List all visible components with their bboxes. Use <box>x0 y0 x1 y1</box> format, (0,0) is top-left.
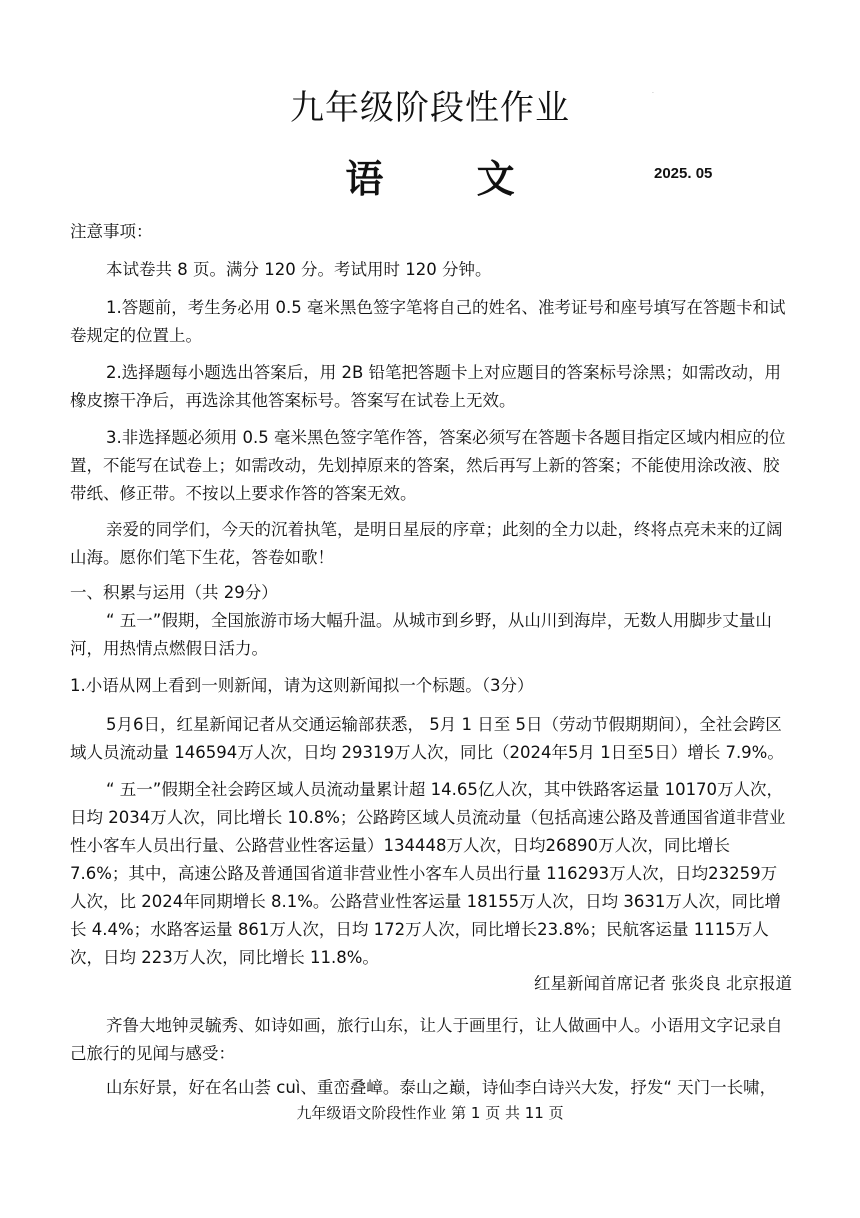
encouragement-text: 亲爱的同学们，今天的沉着执笔，是明日星辰的序章；此刻的全力以赴，终将点亮未来的辽阔山海。愿你们笔下生花，答卷如歌！ <box>70 520 783 567</box>
travel-intro: 齐鲁大地钟灵毓秀、如诗如画，旅行山东，让人于画里行，让人做画中人。小语用文字记录自己旅行的见闻与感受： <box>70 1016 783 1063</box>
notice-item-0: 本试卷共 8 页。满分 120 分。考试用时 120 分钟。 <box>106 260 492 279</box>
section-heading: 一、积累与运用（共 29分） <box>70 583 278 602</box>
notice-item-2: 2.选择题每小题选出答案后，用 2B 铅笔把答题卡上对应题目的答案标号涂黑；如需改动，用橡皮擦干净后，再选涂其他答案标号。答案写在试卷上无效。 <box>70 363 782 410</box>
scan-dot: · <box>652 90 654 97</box>
news-paragraph-1: 5月6日，红星新闻记者从交通运输部获悉， 5月 1 日至 5日（劳动节假期期间），全社会跨区域人员流动量 146594万人次，日均 29319万人次，同比（2024年5月 1日至5日）增长 7.9%。 <box>70 715 784 762</box>
page-title: 九年级阶段性作业 <box>290 88 570 128</box>
notice-heading: 注意事项： <box>70 222 153 241</box>
notice-item-3: 3.非选择题必须用 0.5 毫米黑色签字笔作答，答案必须写在答题卡各题目指定区域内相应的位置，不能写在试卷上；如需改动，先划掉原来的答案，然后再写上新的答案；不能使用涂改液、胶带纸、修正带。不按以上要求作答的答案无效。 <box>70 428 786 503</box>
news-byline: 红星新闻首席记者 张炎良 北京报道 <box>534 974 792 993</box>
section-intro: “ 五一”假期，全国旅游市场大幅升温。从城市到乡野，从山川到海岸，无数人用脚步丈量山河，用热情点燃假日活力。 <box>70 611 772 658</box>
page-footer: 九年级语文阶段性作业 第 1 页 共 11 页 <box>296 1104 564 1122</box>
exam-date: 2025. 05 <box>654 165 713 182</box>
subject-title: 语 文 <box>345 157 555 201</box>
news-paragraph-2: “ 五一”假期全社会跨区域人员流动量累计超 14.65亿人次，其中铁路客运量 10170万人次，日均 2034万人次，同比增长 10.8%；公路跨区域人员流动量（包括高速公路及普通国省道非营业性小客车人员出行量、公路营业性客运量）134448万人次，日均26890万人次，同比增长 7.6%；其中，高速公路及普通国省道非营业性小客车人员出行量 116293万人次，日均23259万人次，比 2024年同期增长 8.1%。公路营业性客运量 18155万人次，日均 3631万人次，同比增长 4.4%；水路客运量 861万人次，日均 172万人次，同比增长23.8%；民航客运量 1115万人次，日均 223万人次，同比增长 11.8%。 <box>70 780 786 967</box>
travel-text: 山东好景，好在名山荟 cuì、重峦叠嶂。泰山之巅，诗仙李白诗兴大发，抒发“ 天门一长啸， <box>106 1078 777 1097</box>
notice-item-1: 1.答题前，考生务必用 0.5 毫米黑色签字笔将自己的姓名、准考证号和座号填写在答题卡和试卷规定的位置上。 <box>70 298 786 345</box>
question-1: 1.小语从网上看到一则新闻，请为这则新闻拟一个标题。（3分） <box>70 676 534 695</box>
